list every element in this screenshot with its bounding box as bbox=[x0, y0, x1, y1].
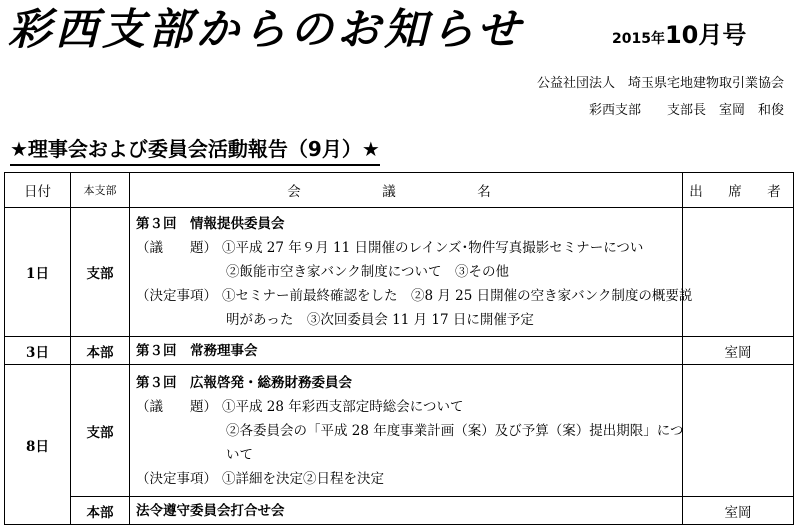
row-date: 8日 bbox=[5, 365, 71, 525]
decision-line bbox=[136, 284, 693, 308]
table-row bbox=[5, 497, 794, 525]
agenda-key: （議 題） bbox=[136, 240, 217, 256]
activity-report-table bbox=[4, 172, 794, 525]
header-branch: 本支部 bbox=[71, 173, 130, 208]
decision-key: （決定事項） bbox=[136, 288, 217, 304]
row-meeting bbox=[130, 365, 683, 497]
agenda-item: ①平成 27 年９月 11 日開催のレインズ･物件写真撮影セミナーについ bbox=[222, 240, 644, 256]
header-date: 日付 bbox=[5, 173, 71, 208]
issue-label bbox=[612, 15, 746, 50]
row-date: 1日 bbox=[5, 208, 71, 337]
organization-name: 公益社団法人 埼玉県宅地建物取引業協会 bbox=[536, 76, 784, 91]
meeting-title: 法令遵守委員会打合せ会 bbox=[130, 497, 683, 525]
decision-line bbox=[136, 467, 676, 491]
row-attendee: 室岡 bbox=[683, 497, 794, 525]
row-attendee bbox=[683, 208, 794, 337]
row-branch: 本部 bbox=[71, 337, 130, 365]
meeting-title: 第３回 情報提供委員会 bbox=[136, 216, 285, 232]
agenda-item: ②各委員会の「平成 28 年度事業計画（案）及び予算（案）提出期限」につ bbox=[226, 422, 684, 439]
agenda-item: ②飯能市空き家バンク制度について ③その他 bbox=[226, 264, 509, 280]
row-branch: 支部 bbox=[71, 365, 130, 497]
decision-item: ①詳細を決定②日程を決定 bbox=[222, 470, 384, 487]
agenda-line bbox=[136, 395, 676, 419]
agenda-line bbox=[136, 236, 676, 260]
row-attendee bbox=[683, 365, 794, 497]
issue-year: 2015年 bbox=[612, 31, 665, 47]
row-attendee: 室岡 bbox=[683, 337, 794, 365]
header-attendee: 出 席 者 bbox=[683, 173, 794, 208]
table-row bbox=[5, 208, 794, 337]
decision-key: （決定事項） bbox=[136, 470, 217, 487]
header-meeting: 会 議 名 bbox=[130, 173, 683, 208]
decision-item: 明があった ③次回委員会 11 月 17 日に開催予定 bbox=[226, 312, 534, 328]
agenda-item: ①平成 28 年彩西支部定時総会について bbox=[222, 398, 464, 415]
meeting-title: 第３回 広報啓発・総務財務委員会 bbox=[136, 374, 352, 391]
branch-chief-line: 彩西支部 支部長 室岡 和俊 bbox=[588, 103, 784, 118]
section-title: ★理事会および委員会活動報告（9月）★ bbox=[10, 133, 380, 166]
agenda-item: いて bbox=[226, 446, 253, 463]
meeting-title: 第３回 常務理事会 bbox=[130, 337, 683, 365]
page-title: 彩西支部からのお知らせ bbox=[8, 5, 524, 55]
agenda-key: （議 題） bbox=[136, 398, 217, 415]
table-row bbox=[5, 365, 794, 497]
row-date: 3日 bbox=[5, 337, 71, 365]
issue-month: 10月号 bbox=[664, 21, 747, 49]
table-row bbox=[5, 337, 794, 365]
decision-item: ①セミナー前最終確認をした ②8 月 25 日開催の空き家バンク制度の概要説 bbox=[222, 288, 693, 304]
row-branch: 本部 bbox=[71, 497, 130, 525]
table-header-row bbox=[5, 173, 794, 208]
row-meeting bbox=[130, 208, 693, 337]
row-branch: 支部 bbox=[71, 208, 130, 337]
